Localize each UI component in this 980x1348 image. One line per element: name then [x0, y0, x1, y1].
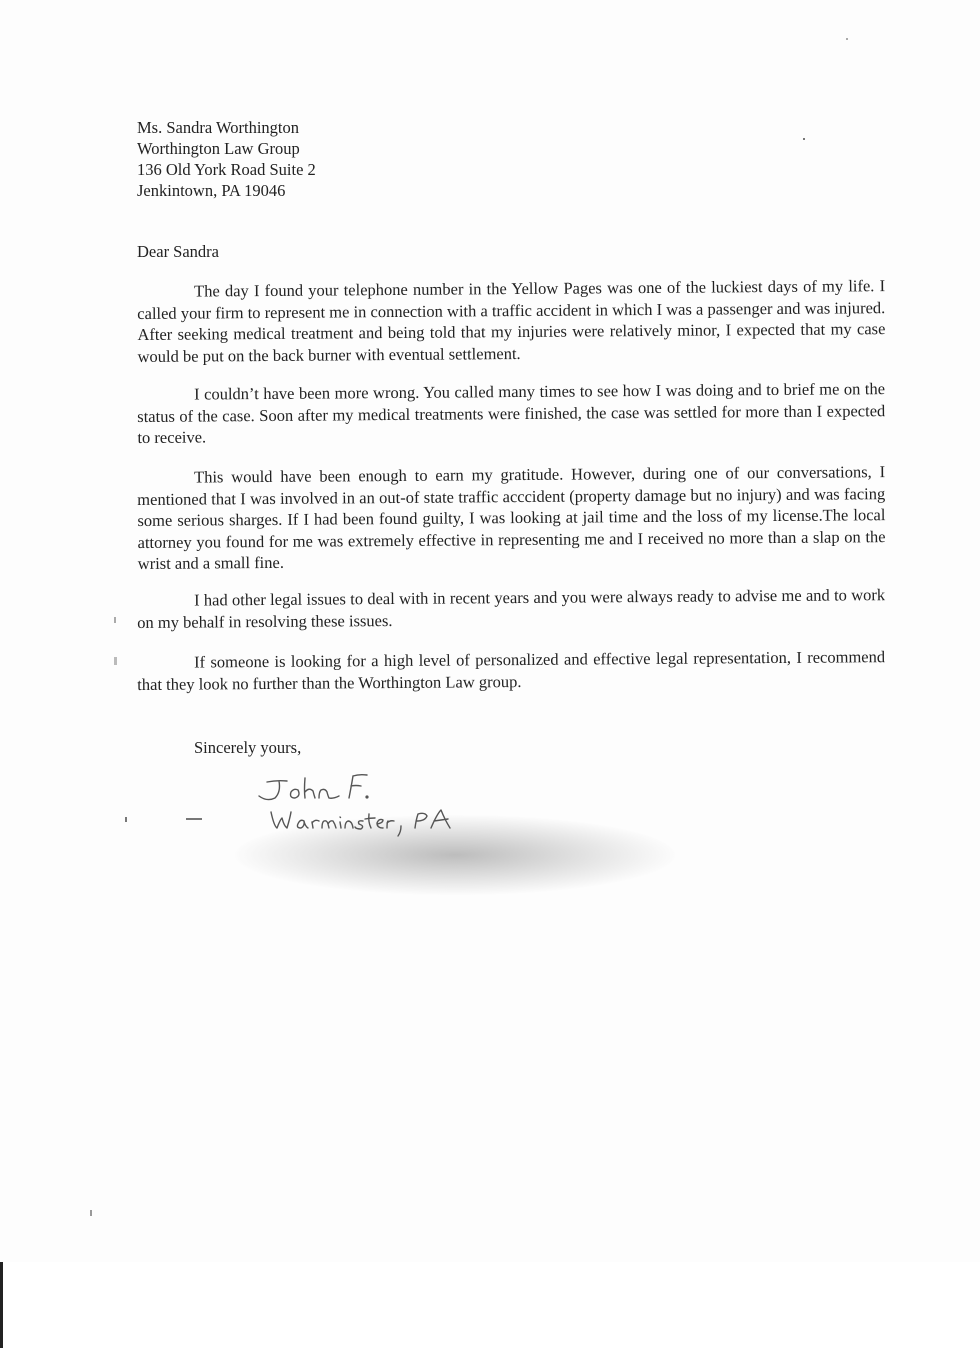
recipient-city-state-zip: Jenkintown, PA 19046 — [137, 181, 286, 200]
body-paragraph-5: If someone is looking for a high level of personalized and effective legal representation, I recommend that they look no further than the Worthington Law group. — [137, 647, 886, 694]
recipient-firm: Worthington Law Group — [137, 139, 300, 158]
scan-mark — [846, 38, 848, 40]
scan-mark — [90, 1210, 92, 1216]
recipient-street: 136 Old York Road Suite 2 — [137, 160, 316, 179]
handwritten-signature — [255, 770, 515, 840]
scan-edge — [0, 1262, 3, 1348]
recipient-name: Ms. Sandra Worthington — [137, 118, 299, 137]
scan-bottom-margin — [0, 1262, 980, 1348]
recipient-address — [137, 117, 316, 201]
scan-mark — [114, 657, 117, 665]
body-paragraph-1: The day I found your telephone number in the Yellow Pages was one of the luckiest days of my life. I called your firm to represent me in connection with a traffic accident in which I was a passenger and was injured. After seeking medical treatment and being told that my injuries were relatively minor, I expected that my case would be put on the back burner with eventual settlement. — [137, 276, 886, 366]
scan-mark — [803, 138, 805, 140]
body-paragraph-4: I had other legal issues to deal with in recent years and you were always ready to advise me and to work on my behalf in resolving these issues. — [137, 585, 886, 632]
scan-mark — [114, 617, 116, 623]
scan-mark — [186, 818, 202, 820]
body-paragraph-3: This would have been enough to earn my gratitude. However, during one of our conversations, I mentioned that I was involved in an out-of state traffic acccident (property damage but no injury) and was facing some serious sharges. If I had been found guilty, I was looking at jail time and the loss of my license.The local attorney you found for me was extremely effective in representing me and I received no more than a slap on the wrist and a small fine. — [137, 462, 886, 573]
closing: Sincerely yours, — [194, 738, 302, 757]
scan-mark — [125, 817, 127, 822]
body-paragraph-2: I couldn’t have been more wrong. You called many times to see how I was doing and to brief me on the status of the case. Soon after my medical treatments were finished, the case was settled for more than I expected to receive. — [137, 379, 886, 447]
salutation: Dear Sandra — [137, 242, 220, 261]
